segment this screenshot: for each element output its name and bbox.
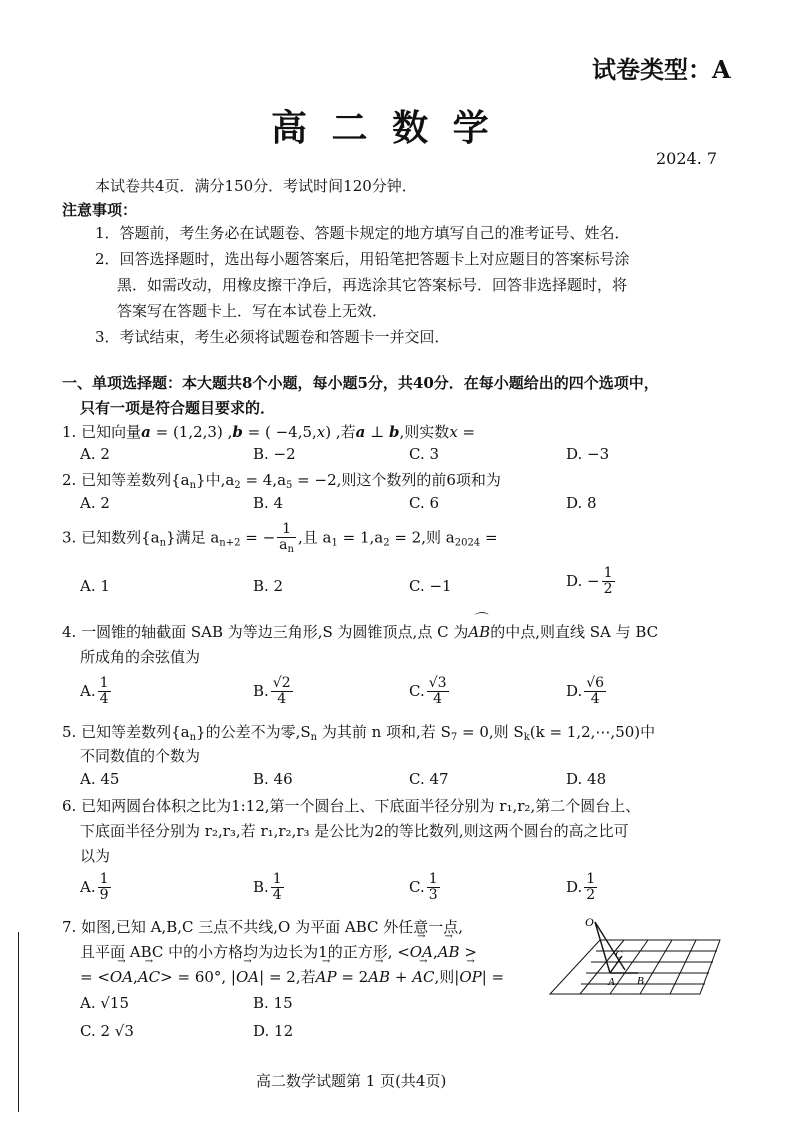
- q7-grid-figure: [545, 912, 745, 1004]
- question-7: 7. 如图,已知 A,B,C 三点不共线,O 为平面 ABC 外任意一点,: [62, 918, 464, 936]
- q5-option-d: D. 48: [566, 770, 607, 788]
- paper-type: 试卷类型：A: [592, 55, 731, 84]
- q4-option-c: C. $\frac{√3}{4}$: [409, 675, 447, 708]
- question-7-cont2: = <→ OA,→ AC> = 60°, |→ OA| = 2,若→ AP = 2→ AB + → AC,则|→ OP| =: [80, 966, 504, 987]
- note-2-cont: 黑．如需改动，用橡皮擦干净后，再选涂其它答案标号．回答非选择题时，将: [117, 276, 628, 294]
- vectors: [595, 922, 638, 973]
- question-6: 6. 已知两圆台体积之比为1:12,第一个圆台上、下底面半径分别为 r₁,r₂,第二个圆台上、: [62, 797, 641, 815]
- q5-option-b: B. 46: [253, 770, 293, 788]
- q2-option-c: C. 6: [409, 494, 440, 512]
- q3-option-c: C. −1: [409, 577, 452, 595]
- label-A: A: [608, 976, 615, 988]
- q1-option-b: B. −2: [253, 445, 296, 463]
- page-footer: 高二数学试题第 1 页(共4页): [256, 1072, 447, 1090]
- question-5-cont: 不同数值的个数为: [80, 747, 201, 765]
- q6-option-c: C. $\frac{1}{3}$: [409, 871, 438, 904]
- label-O: O: [585, 915, 594, 929]
- q6-option-d: D. $\frac{1}{2}$: [566, 871, 596, 904]
- question-1: 1. 已知向量a = (1,2,3) ,b = ( −4,5,x) ,若a ⊥ b,则实数x =: [62, 423, 476, 441]
- q6-option-b: B. $\frac{1}{4}$: [253, 871, 282, 904]
- q7-option-d: D. 12: [253, 1022, 294, 1040]
- q2-option-d: D. 8: [566, 494, 597, 512]
- intro-text: 本试卷共4页．满分150分．考试时间120分钟．: [95, 177, 417, 195]
- label-B: B: [637, 975, 644, 987]
- q6-option-a: A. $\frac{1}{9}$: [80, 871, 109, 904]
- question-6-cont2: 以为: [80, 847, 111, 865]
- q5-option-c: C. 47: [409, 770, 449, 788]
- notes-heading: 注意事项：: [62, 201, 138, 219]
- q7-option-c: C. 2 √3: [80, 1022, 134, 1040]
- note-1: 1．答题前，考生务必在试题卷、答题卡规定的地方填写自己的准考证号、姓名．: [95, 224, 630, 242]
- question-4: 4. 一圆锥的轴截面 SAB 为等边三角形,S 为圆锥顶点,点 C 为⌒ AB的中点,则直线 SA 与 BC: [62, 621, 658, 642]
- binding-line: [18, 932, 19, 1112]
- grid-lines: [550, 940, 720, 994]
- question-6-cont: 下底面半径分别为 r₂,r₃,若 r₁,r₂,r₃ 是公比为2的等比数列,则这两个圆台的高之比可: [80, 822, 629, 840]
- exam-date: 2024. 7: [656, 149, 718, 168]
- note-3: 3．考试结束，考生必须将试题卷和答题卡一并交回．: [95, 328, 450, 346]
- label-C: C: [615, 949, 623, 961]
- page-title: 高 二 数 学: [271, 107, 495, 149]
- q1-option-d: D. −3: [566, 445, 610, 463]
- q4-option-d: D. $\frac{√6}{4}$: [566, 675, 605, 708]
- question-3: 3. 已知数列$\{a_n\}$满足 $a_{n+2}$ = − $\frac{1}{a_n}$ ,且 $a_1 = 1,a_2 = 2$,则 $a_{2024}$ =: [62, 521, 498, 556]
- q2-option-b: B. 4: [253, 494, 284, 512]
- q7-option-b: B. 15: [253, 994, 293, 1012]
- question-4-cont: 所成角的余弦值为: [80, 648, 201, 666]
- note-2-cont2: 答案写在答题卡上．写在本试卷上无效．: [117, 302, 388, 320]
- q4-option-a: A. $\frac{1}{4}$: [80, 675, 109, 708]
- section-heading: 一、单项选择题：本大题共8个小题，每小题5分，共40分．在每小题给出的四个选项中，: [62, 374, 659, 392]
- vector-OA: [595, 922, 610, 973]
- q4-option-b: B. $\frac{√2}{4}$: [253, 675, 291, 708]
- q3-option-b: B. 2: [253, 577, 284, 595]
- plane-outline: [550, 940, 720, 994]
- q3-option-d: D. − $\frac{1}{2}$: [566, 565, 613, 598]
- vector-OP: [595, 922, 625, 970]
- note-2: 2．回答选择题时，选出每小题答案后，用铅笔把答题卡上对应题目的答案标号涂: [95, 250, 630, 268]
- question-2: 2. 已知等差数列$\{a_n\}$中$,a_2 = 4,a_5 = -2$,则这个数列的前6项和为: [62, 471, 501, 491]
- q5-option-a: A. 45: [80, 770, 120, 788]
- q2-option-a: A. 2: [80, 494, 110, 512]
- q1-option-a: A. 2: [80, 445, 110, 463]
- q1-option-c: C. 3: [409, 445, 440, 463]
- question-7-cont: 且平面 ABC 中的小方格均为边长为1的正方形, <→ OA,→ AB >: [80, 941, 477, 962]
- question-5: 5. 已知等差数列$\{a_n\}$的公差不为零$,S_n$ 为其前 n 项和,若 $S_7 = 0$,则 $S_k(k$ = 1,2,⋯,50)中: [62, 723, 656, 743]
- q3-option-a: A. 1: [80, 577, 110, 595]
- q7-option-a: A. √15: [80, 994, 130, 1012]
- section-heading-cont: 只有一项是符合题目要求的．: [80, 399, 276, 417]
